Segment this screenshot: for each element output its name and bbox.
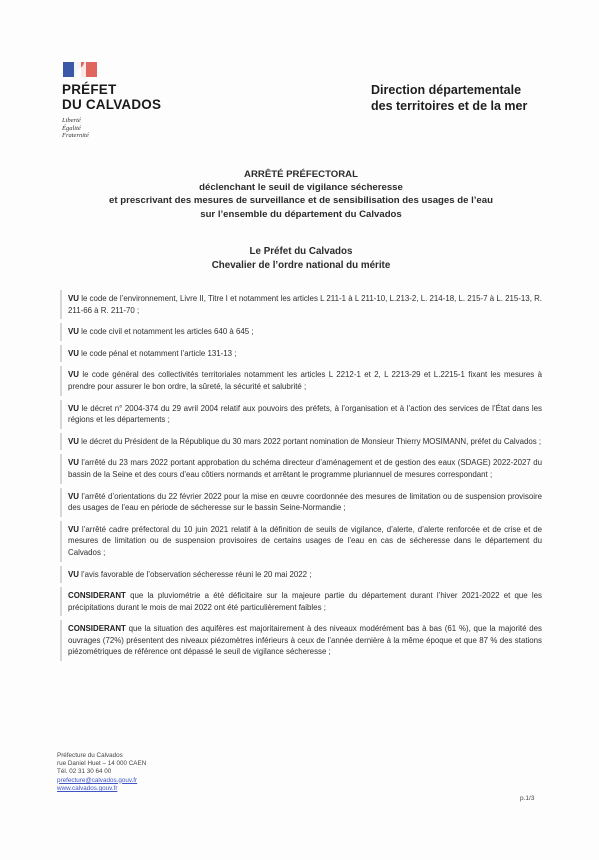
logo-line-1: PRÉFET — [62, 82, 117, 97]
legal-basis-paragraph — [60, 566, 542, 584]
motto-fraternite: Fraternité — [62, 132, 89, 139]
paragraph-keyword: VU — [68, 491, 79, 501]
footer-website-link[interactable]: www.calvados.gouv.fr — [57, 784, 118, 792]
prefect-heading-line-1: Le Préfet du Calvados — [249, 246, 353, 257]
paragraph-keyword: VU — [68, 403, 79, 413]
prefecture-contact-footer — [57, 752, 146, 793]
legal-basis-paragraph — [60, 323, 542, 341]
paragraph-keyword: VU — [68, 370, 79, 380]
legal-basis-paragraph — [60, 290, 542, 319]
legal-basis-paragraph — [60, 433, 542, 451]
footer-line-address: rue Daniel Huet – 14 000 CAEN — [57, 760, 147, 768]
paragraph-text: le décret du Président de la République du 30 mars 2022 portant nomination de Monsieur Thierry MOSIMANN, préfet du Calvados ; — [78, 436, 542, 446]
considering-paragraph — [60, 620, 542, 661]
paragraph-text: l’avis favorable de l’observation sécheresse réuni le 20 mai 2022 ; — [78, 569, 312, 579]
footer-line-name: Préfecture du Calvados — [57, 752, 123, 759]
motto-egalite: Égalité — [62, 124, 81, 132]
paragraph-text: le code de l’environnement, Livre II, Titre I et notamment les articles L 211-1 à L 211-10, L.213-2, L. 214-18, L. 215-7 à L. 215-13, R. 211-66 à R. 211-70 ; — [68, 294, 542, 315]
paragraph-text: que la pluviométrie a été déficitaire sur la majeure partie du département durant l’hiver 2021-2022 et que les précipitations durant le mois de mai 2022 ont été particulièrement faibles ; — [68, 591, 542, 612]
paragraph-keyword: VU — [68, 348, 79, 358]
decree-body — [60, 290, 542, 665]
paragraph-text: le code pénal et notamment l’article 131-13 ; — [78, 348, 237, 358]
paragraph-text: le code civil et notamment les articles 640 à 645 ; — [78, 327, 254, 337]
decree-title-line-2: déclenchant le seuil de vigilance sécheresse — [199, 182, 403, 194]
paragraph-keyword: VU — [68, 458, 79, 468]
footer-email-link[interactable]: prefecture@calvados.gouv.fr — [57, 776, 138, 784]
paragraph-keyword: VU — [68, 436, 79, 446]
legal-basis-paragraph — [60, 400, 542, 429]
prefect-heading — [60, 245, 542, 272]
republic-motto — [62, 117, 89, 140]
paragraph-text: que la situation des aquifères est majoritairement à des niveaux modérément bas à bas (61 %), que la majorité des ouvrages (72%) présentent des niveaux piézomètres inférieurs à ceux de l’année dernière à la même époque et que 87 % des stations piézométriques de référence ont dépassé le seuil de vigilance sécheresse ; — [68, 624, 542, 657]
decree-title — [60, 168, 542, 221]
footer-line-phone: Tél. 02 31 30 64 00 — [57, 768, 112, 776]
decree-title-line-4: sur l’ensemble du département du Calvados — [200, 208, 402, 220]
marianne-icon — [72, 62, 86, 77]
legal-basis-paragraph — [60, 488, 542, 517]
paragraph-text: le code général des collectivités territoriales notamment les articles L 2212-1 et 2, L 2213-29 et L.2215-1 fixant les mesures à prendre pour assurer le bon ordre, la sûreté, la sécurité et salubrité ; — [68, 370, 542, 391]
paragraph-keyword: VU — [68, 327, 79, 337]
paragraph-text: l’arrêté cadre préfectoral du 10 juin 2021 relatif à la définition de seuils de vigilance, d’alerte, d’alerte renforcée et de crise et de mesures de limitation ou de suspension provisoires de certains usages de l’eau en cas de sécheresse dans le département du Calvados ; — [68, 524, 542, 557]
paragraph-keyword: VU — [68, 569, 79, 579]
paragraph-keyword: CONSIDERANT — [68, 624, 126, 634]
prefecture-logo-text — [62, 82, 161, 112]
prefect-heading-line-2: Chevalier de l’ordre national du mérite — [211, 259, 391, 271]
considering-paragraph — [60, 587, 542, 616]
issuing-directorate — [371, 83, 527, 114]
paragraph-text: l’arrêté du 23 mars 2022 portant approbation du schéma directeur d’aménagement et de gestion des eaux (SDAGE) 2022-2027 du bassin de la Seine et des cours d’eau côtiers normands et arrêtant le programme pluriannuel de mesures correspondant ; — [68, 458, 542, 479]
logo-line-2: DU CALVADOS — [62, 97, 162, 112]
decree-title-line-1: ARRÊTÉ PRÉFECTORAL — [244, 169, 358, 180]
paragraph-text: le décret n° 2004-374 du 29 avril 2004 relatif aux pouvoirs des préfets, à l’organisation et à l’action des services de l’État dans les régions et les départements ; — [68, 403, 542, 425]
direction-line-1: Direction départementale — [371, 83, 522, 97]
legal-basis-paragraph — [60, 345, 542, 363]
paragraph-text: l’arrêté d’orientations du 22 février 2022 pour la mise en œuvre coordonnée des mesures de limitation ou de suspension provisoire des usages de l’eau en période de sécheresse sur le bassin Seine-Normandie ; — [68, 491, 542, 513]
motto-liberte: Liberté — [62, 117, 81, 124]
page-number: p.1/3 — [520, 795, 535, 802]
paragraph-keyword: CONSIDERANT — [68, 591, 126, 601]
legal-basis-paragraph — [60, 521, 542, 562]
decree-title-line-3: et prescrivant des mesures de surveillance et de sensibilisation des usages de l’eau — [109, 195, 493, 207]
legal-basis-paragraph — [60, 366, 542, 395]
direction-line-2: des territoires et de la mer — [371, 98, 528, 113]
paragraph-keyword: VU — [68, 524, 79, 534]
legal-basis-paragraph — [60, 454, 542, 483]
paragraph-keyword: VU — [68, 294, 79, 303]
